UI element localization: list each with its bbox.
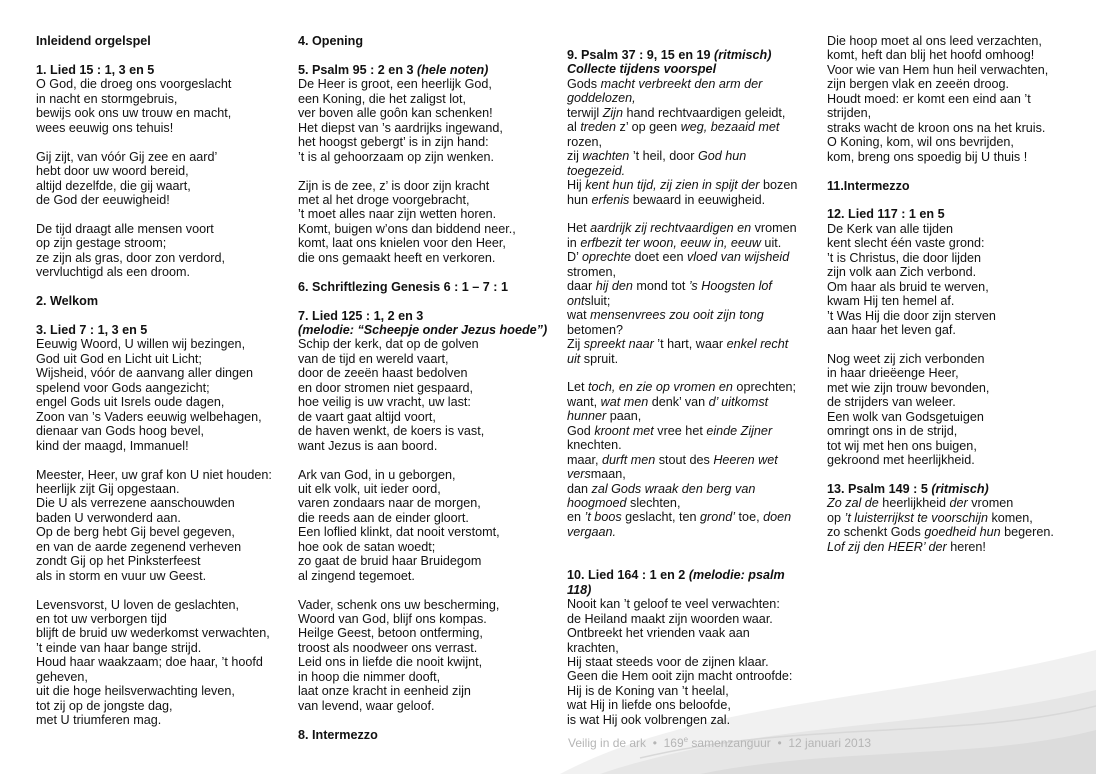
verse-line: Houdt moed: er komt een eind aan ’t <box>827 91 1031 106</box>
section-title-note: (ritmisch) <box>714 48 772 62</box>
footer-event: samenzanguur <box>688 736 771 750</box>
verse-line: de vaart gaat altijd voort, <box>298 409 436 424</box>
verse-line: krachten, <box>567 640 619 655</box>
verse-line: wees eeuwig ons tehuis! <box>36 120 174 135</box>
verse-line: een Koning, die het zaligst lot, <box>298 91 467 106</box>
verse-line: Hij kent hun tijd, zij zien in spijt der bozen <box>567 178 798 193</box>
section-title <box>567 48 797 62</box>
verse-line: Zoon van ’s Vaders eeuwig welbehagen, <box>36 409 262 424</box>
verse-line: blijft de bruid uw wederkomst verwachten, <box>36 626 270 641</box>
verse-line: Let toch, en zie op vromen en oprechten; <box>567 380 796 395</box>
verse-line: aan haar het leven gaf. <box>827 323 956 338</box>
verse-line: Gij zijt, van vóór Gij zee en aard’ <box>36 149 218 164</box>
section-title-note: 118) <box>567 582 592 597</box>
verse-line: Ark van God, in u geborgen, <box>298 467 456 482</box>
verse-line: met al het droge voorgebracht, <box>298 192 470 207</box>
footer-edition-suffix: e <box>683 735 689 744</box>
verse-line: die ons gemaakt heeft en verkoren. <box>298 250 496 265</box>
verse-line: vergaan. <box>567 524 617 539</box>
verse-line: uit die hoge heilsverwachting leven, <box>36 684 235 699</box>
verse-line: terwijl Zijn hand rechtvaardigen geleidt, <box>567 105 786 120</box>
verse-line: wat mensenvrees zou ooit zijn tong <box>567 308 764 323</box>
section-title: 7. Lied 125 : 1, 2 en 3 <box>298 308 424 323</box>
verse-line: Lof zij den HEER’ der heren! <box>827 539 986 554</box>
verse-line: is wat Hij ook volbrengen zal. <box>567 712 731 727</box>
verse-line: zijn bergen vlak en zeeën droog. <box>827 77 1010 92</box>
verse-line: Eeuwig Woord, U willen wij bezingen, <box>36 337 246 352</box>
verse-line: altijd dezelfde, die gij waart, <box>36 178 191 193</box>
verse-line: in hoop die nimmer dooft, <box>298 669 441 684</box>
footer-separator: • <box>652 736 657 750</box>
verse-line: gekroond met heerlijkheid. <box>827 453 975 468</box>
verse-line: betomen? <box>567 322 624 337</box>
verse-line: D’ oprechte doet een vloed van wijsheid <box>567 250 790 265</box>
verse-line: strijden, <box>827 106 872 121</box>
verse-line: ze zijn als gras, door zon verdord, <box>36 250 225 265</box>
section-title <box>567 568 797 582</box>
verse-line: Woord van God, blijf ons kompas. <box>298 612 487 627</box>
verse-line: hoogmoed slechten, <box>567 496 681 511</box>
verse-line: de strijders van weleer. <box>827 395 956 410</box>
verse-line: kind der maagd, Immanuel! <box>36 438 189 453</box>
verse-line: vervluchtigd als een droom. <box>36 265 191 280</box>
verse-line: baden U verwonderd aan. <box>36 510 181 525</box>
verse-line: hunner paan, <box>567 409 642 424</box>
verse-line: O God, die droeg ons voorgeslacht <box>36 77 232 92</box>
section-subtitle: (melodie: “Scheepje onder Jezus hoede”) <box>298 323 548 337</box>
section-title: 1. Lied 15 : 1, 3 en 5 <box>36 62 155 77</box>
verse-line: De Kerk van alle tijden <box>827 221 954 236</box>
verse-line: de haven wenkt, de koers is vast, <box>298 424 485 439</box>
verse-line: en van de aarde zegenend verheven <box>36 539 242 554</box>
section-title: 11.Intermezzo <box>827 178 910 193</box>
verse-line: Voor wie van Hem hun heil verwachten, <box>827 62 1049 77</box>
verse-line: kom, breng ons spoedig bij U thuis ! <box>827 149 1028 164</box>
verse-line: Die U als verrezene aanschouwden <box>36 496 235 511</box>
verse-line: en door stromen niet gespaard, <box>298 380 474 395</box>
verse-line: Nog weet zij zich verbonden <box>827 351 985 366</box>
verse-line: Zij spreekt naar ’t hart, waar enkel recht <box>567 337 789 352</box>
verse-line: komt, laat ons knielen voor den Heer, <box>298 236 506 251</box>
verse-line: van de tijd en wereld vaart, <box>298 351 449 366</box>
verse-line: wat Hij in liefde ons beloofde, <box>567 698 731 713</box>
verse-line: zo gaat de bruid haar Bruidegom <box>298 554 482 569</box>
section-title: 4. Opening <box>298 34 364 48</box>
verse-line: van levend, waar geloof. <box>298 698 435 713</box>
column-1 <box>36 34 272 728</box>
verse-line: bewijs ook ons uw trouw en macht, <box>36 106 232 121</box>
verse-line: God uit God en Licht uit Licht; <box>36 351 202 366</box>
section-title-note: (hele noten) <box>417 62 489 77</box>
verse-line: al treden z’ op geen weg, bezaaid met <box>567 120 780 135</box>
verse-line: Een loflied klinkt, dat nooit verstomt, <box>298 525 500 540</box>
verse-line: zondt Gij op het Pinksterfeest <box>36 554 201 569</box>
verse-line: met U triumferen mag. <box>36 713 162 728</box>
verse-line: Het diepst van ’s aardrijks ingewand, <box>298 120 503 135</box>
verse-line: Komt, buigen w’ons dan biddend neer., <box>298 221 516 236</box>
verse-line: Op de berg hebt Gij bevel gegeven, <box>36 525 235 540</box>
verse-line: Levensvorst, U loven de geslachten, <box>36 597 240 612</box>
section-title-main: 10. Lied 164 : 1 en 2 <box>567 568 689 583</box>
verse-line: stromen, <box>567 264 616 279</box>
section-title <box>298 63 547 77</box>
verse-line: geheven, <box>36 669 88 684</box>
verse-line: in haar drieëenge Heer, <box>827 366 959 381</box>
verse-line: hoe ook de satan woedt; <box>298 539 436 554</box>
verse-line: hebt door uw woord bereid, <box>36 164 189 179</box>
verse-line: Nooit kan ’t geloof te veel verwachten: <box>567 597 780 612</box>
column-4 <box>827 34 1054 554</box>
section-title: 2. Welkom <box>36 294 99 309</box>
column-2 <box>298 34 547 742</box>
verse-line: zijn volk aan Zich verbond. <box>827 265 977 280</box>
verse-line: door de zeeën haast bedolven <box>298 366 468 381</box>
verse-line: zij wachten ’t heil, door God hun <box>567 149 747 164</box>
verse-line: op ’t luisterrijkst te voorschijn komen, <box>827 510 1033 525</box>
verse-line: ver boven alle goôn kan schenken! <box>298 106 493 121</box>
verse-line: ’t Was Hij die door zijn sterven <box>827 308 996 323</box>
verse-line: Leid ons in liefde die nooit kwijnt, <box>298 655 483 670</box>
verse-line: Ontbreekt het vrienden vaak aan <box>567 626 750 641</box>
column-3 <box>567 48 797 727</box>
verse-line: Een wolk van Godsgetuigen <box>827 409 984 424</box>
verse-line: O Koning, kom, wil ons bevrijden, <box>827 135 1014 150</box>
verse-line: dienaar van Gods hoog bevel, <box>36 424 205 439</box>
verse-line: laat onze kracht in eenheid zijn <box>298 684 471 699</box>
section-title: 12. Lied 117 : 1 en 5 <box>827 207 945 222</box>
verse-line: Hij is de Koning van ’t heelal, <box>567 683 729 698</box>
verse-line: goddelozen, <box>567 91 636 106</box>
verse-line: dan zal Gods wraak den berg van <box>567 481 756 496</box>
verse-line: toegezeid. <box>567 163 626 178</box>
section-title: 3. Lied 7 : 1, 3 en 5 <box>36 322 148 337</box>
verse-line: omringt ons in de strijd, <box>827 424 958 439</box>
verse-line: Geen die Hem ooit zijn macht ontroofde: <box>567 669 793 684</box>
section-title: 6. Schriftlezing Genesis 6 : 1 – 7 : 1 <box>298 279 508 294</box>
verse-line: ontsluit; <box>567 293 611 308</box>
section-title: Inleidend orgelspel <box>36 34 151 48</box>
verse-line: knechten. <box>567 438 622 453</box>
verse-line: tot zij op de jongste dag, <box>36 698 173 713</box>
verse-line: Om haar als bruid te werven, <box>827 279 989 294</box>
verse-line: tot wij met hen ons buigen, <box>827 438 977 453</box>
verse-line: troost als noodweer ons verrast. <box>298 640 478 655</box>
verse-line: versmaan, <box>567 467 626 482</box>
verse-line: en tot uw verborgen tijd <box>36 612 167 627</box>
verse-line: rozen, <box>567 134 603 149</box>
section-title-main: 9. Psalm 37 : 9, 15 en 19 <box>567 48 715 62</box>
verse-line: kwam Hij ten hemel af. <box>827 294 955 309</box>
verse-line: God kroont met vree het einde Zijner <box>567 423 773 438</box>
verse-line: maar, durft men stout des Heeren wet <box>567 452 778 467</box>
section-title: 8. Intermezzo <box>298 727 378 742</box>
verse-line: hoe veilig is uw vracht, uw last: <box>298 395 471 410</box>
verse-line: Houd haar waakzaam; doe haar, ’t hoofd <box>36 655 263 670</box>
verse-line: Zijn is de zee, z’ is door zijn kracht <box>298 178 490 193</box>
verse-line: die reeds aan de einder gloort. <box>298 510 469 525</box>
verse-line: Vader, schenk ons uw bescherming, <box>298 597 500 612</box>
verse-line: Het aardrijk zij rechtvaardigen en vromen <box>567 221 797 236</box>
verse-line: komt, heft dan blij het hoofd omhoog! <box>827 48 1035 63</box>
verse-line: Gods macht verbreekt den arm der <box>567 76 763 91</box>
verse-line: want, wat men denk’ van d’ uitkomst <box>567 394 769 409</box>
section-title <box>827 482 1054 496</box>
verse-line: De Heer is groot, een heerlijk God, <box>298 77 492 92</box>
footer-edition-number: 169 <box>663 736 684 750</box>
footer-title: Veilig in de ark <box>568 736 647 750</box>
section-title-main: 5. Psalm 95 : 2 en 3 <box>298 62 418 77</box>
verse-line: ’t einde van haar bange strijd. <box>36 640 202 655</box>
verse-line: ’t moet alles naar zijn wetten horen. <box>298 207 497 222</box>
verse-line: op zijn gestage stroom; <box>36 236 167 251</box>
verse-line: varen zondaars naar de morgen, <box>298 496 481 511</box>
verse-line: engel Gods uit Isrels oude dagen, <box>36 395 225 410</box>
footer-separator: • <box>777 736 782 750</box>
verse-line: als in storm en vuur uw Geest. <box>36 568 207 583</box>
verse-line: met wie zijn trouw bevonden, <box>827 380 990 395</box>
verse-line: uit spruit. <box>567 351 619 366</box>
verse-line: het hoogst gebergt’ is in zijn hand: <box>298 135 489 150</box>
verse-line: Die hoop moet al ons leed verzachten, <box>827 34 1042 48</box>
verse-line: De tijd draagt alle mensen voort <box>36 221 214 236</box>
verse-line: spelend voor Gods aangezicht; <box>36 380 210 395</box>
verse-line: in nacht en stormgebruis, <box>36 91 178 106</box>
section-subtitle: Collecte tijdens voorspel <box>567 62 717 77</box>
section-title-note: (melodie: psalm <box>688 568 785 583</box>
verse-line: Meester, Heer, uw graf kon U niet houden: <box>36 467 272 482</box>
section-title-note: (ritmisch) <box>931 481 989 496</box>
verse-line: heerlijk zijt Gij opgestaan. <box>36 481 180 496</box>
verse-line: Wijsheid, vóór de aanvang aller dingen <box>36 366 254 381</box>
verse-line: ’t is al gehoorzaam op zijn wenken. <box>298 149 495 164</box>
verse-line: Zo zal de heerlijkheid der vromen <box>827 496 1014 511</box>
verse-line: ’t is Christus, die door lijden <box>827 250 981 265</box>
verse-line: uit elk volk, uit ieder oord, <box>298 481 441 496</box>
footer <box>568 735 871 750</box>
verse-line: Hij staat steeds voor de zijnen klaar. <box>567 654 769 669</box>
verse-line: Schip der kerk, dat op de golven <box>298 337 479 352</box>
verse-line: zo schenkt Gods goedheid hun begeren. <box>827 525 1054 540</box>
verse-line: daar hij den mond tot ’s Hoogsten lof <box>567 279 772 294</box>
verse-line: al zingend tegemoet. <box>298 568 415 583</box>
verse-line: de God der eeuwigheid! <box>36 192 170 207</box>
verse-line: want Jezus is aan boord. <box>298 438 438 453</box>
verse-line: de Heiland maakt zijn woorden waar. <box>567 611 773 626</box>
verse-line: in erfbezit ter woon, eeuw in, eeuw uit. <box>567 235 782 250</box>
footer-date: 12 januari 2013 <box>788 736 872 750</box>
verse-line: kent slecht één vaste grond: <box>827 236 985 251</box>
verse-line: straks wacht de kroon ons na het kruis. <box>827 120 1046 135</box>
verse-line: Heilge Geest, betoon ontferming, <box>298 626 483 641</box>
verse-line: hun erfenis bewaard in eeuwigheid. <box>567 192 766 207</box>
verse-line: en ’t boos geslacht, ten grond’ toe, doen <box>567 510 792 525</box>
section-title-main: 13. Psalm 149 : 5 <box>827 481 932 496</box>
